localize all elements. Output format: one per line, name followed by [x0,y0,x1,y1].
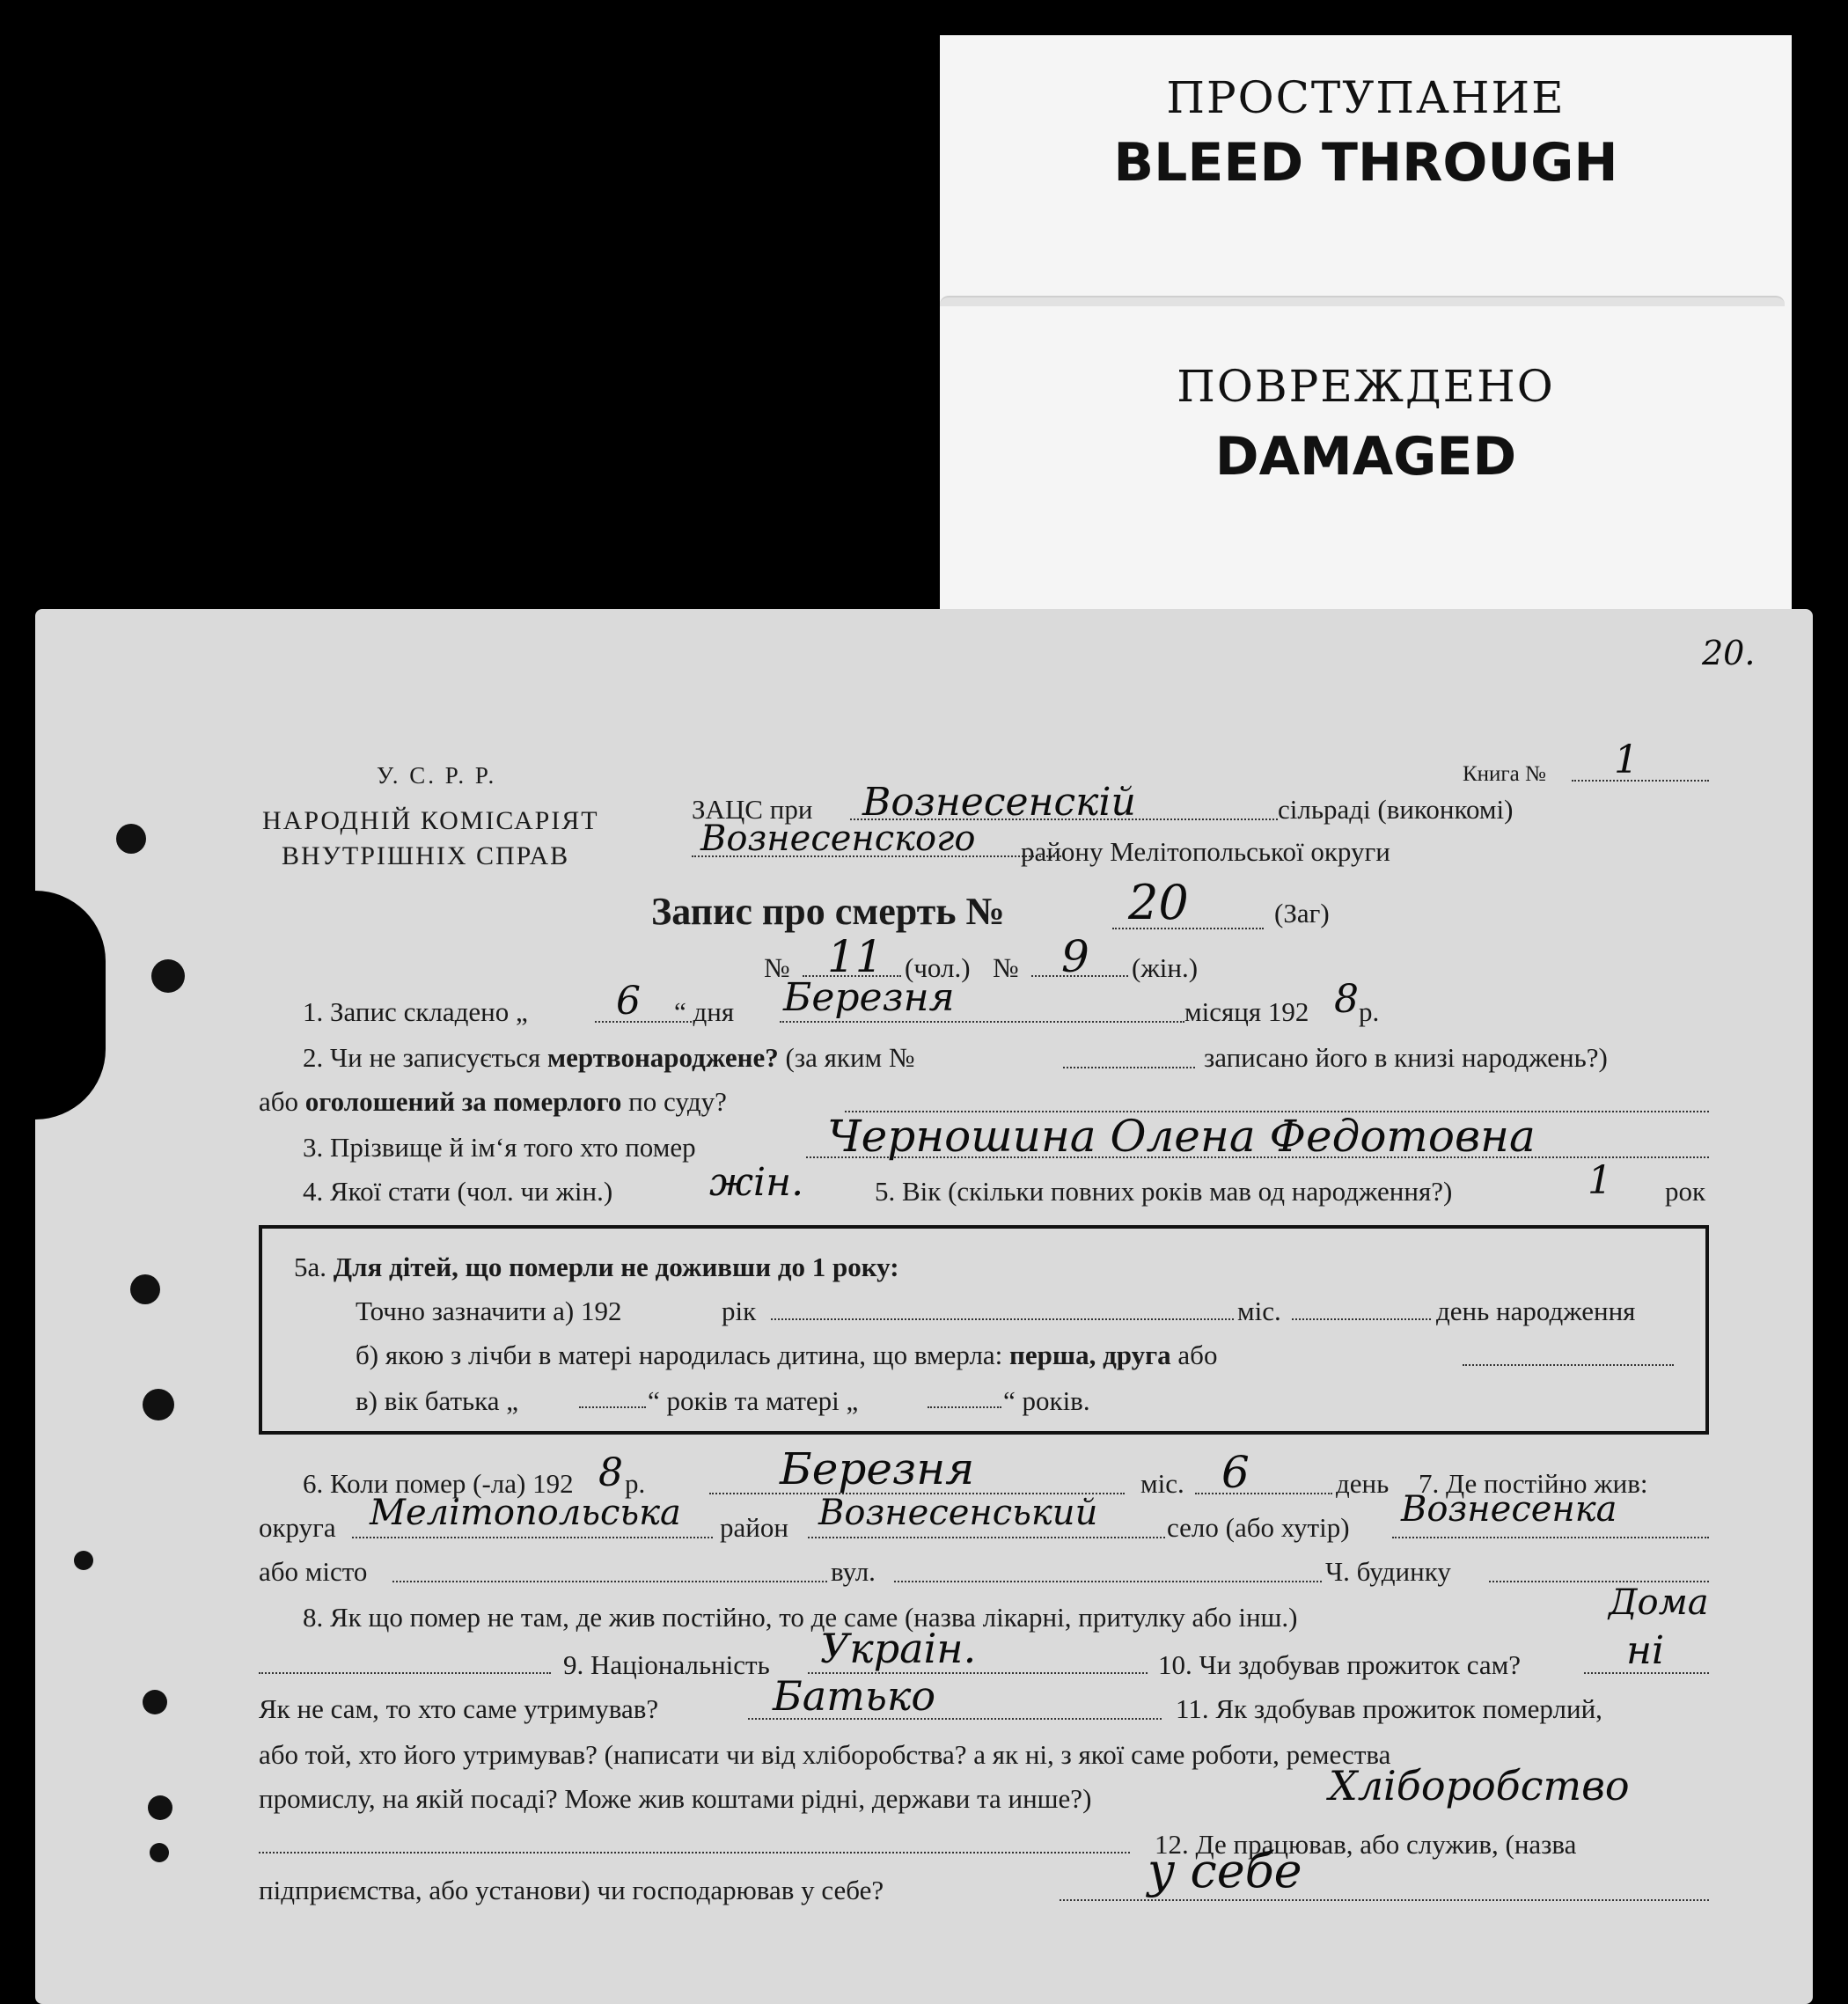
field-6-year-suffix: р. [625,1468,646,1499]
field-2-line2: або оголошений за померлого по суду? [259,1086,727,1117]
punch-hole [130,1274,160,1304]
field-11-value: Хлiборобство [1329,1762,1630,1809]
field-5-suffix: рок [1665,1176,1706,1207]
field-1-day-value: 6 [616,979,641,1024]
field-7-selo-value: Вознесенка [1401,1489,1617,1530]
book-label: Книга № [1463,762,1546,786]
field-7-selo-label: село (або хутір) [1167,1512,1350,1543]
field-5a-a-label: Точно зазначити а) 192 [356,1296,622,1326]
field-11-line2: або той, хто його утримував? (написати чи від хліборобства? а як ні, з якої саме роботи, ремества [259,1739,1391,1770]
tag-separator [940,296,1785,306]
book-dotted-line [1572,780,1709,782]
field-1-month-line [780,1021,1184,1023]
field-4-label: 4. Якої стати (чол. чи жін.) [303,1176,613,1207]
field-7-vul-line [894,1581,1322,1582]
field-6-month-label: міс. [1140,1468,1184,1499]
field-5a-a-day: день народження [1436,1296,1636,1326]
bleed-through-label-ru: ПРОСТУПАНИЕ [1166,72,1566,123]
field-5-value: 1 [1588,1158,1612,1203]
male-no-label: № [764,952,790,983]
field-3-label: 3. Прізвище й ім‘я того хто помер [303,1132,696,1163]
zags-label: ЗАЦС при [692,794,813,825]
bleed-through-label-en: BLEED THROUGH [1113,132,1618,194]
damaged-label-en: DAMAGED [1214,426,1517,488]
field-5a-a-year: рік [722,1296,757,1326]
field-2-number-line [1063,1067,1195,1068]
field-2-label: 2. Чи не записується мертвонароджене? (за яким № [303,1042,915,1073]
field-7-okruha-value: Мелітопольська [370,1493,681,1533]
female-no-value: 9 [1061,931,1089,982]
field-6-year-digit: 8 [598,1450,623,1495]
field-10-value: ні [1626,1628,1665,1673]
punch-hole [143,1690,167,1714]
male-no-value: 11 [827,931,884,982]
field-8-label: 8. Як що помер не там, де жив постійно, то де саме (назва лікарні, притулку або інш.) [303,1602,1298,1633]
field-8-line [259,1672,551,1674]
field-12-line2: підприємства, або установи) чи господарював у себе? [259,1875,884,1905]
field-9-label: 9. Національність [563,1649,770,1680]
page-number: 20. [1702,634,1756,672]
field-12-value: у себе [1148,1843,1302,1898]
field-5a-c-mid: “ років та матері „ [648,1385,859,1416]
field-5a-b-line [1463,1364,1674,1366]
field-7-raion-label: район [720,1512,788,1543]
field-5a-a-line2 [1292,1318,1431,1320]
punch-hole [143,1389,174,1420]
field-11-line [259,1852,1130,1854]
field-7-raion-value: Вознесенський [818,1493,1098,1533]
field-1-month-value: Березня [783,975,955,1020]
council-label: сільраді (виконкомі) [1278,794,1514,825]
district-value: Вознесенского [700,818,976,859]
field-5a-b-label: б) якою з лічби в матері народилась дитина, що вмерла: перша, друга або [356,1340,1218,1370]
book-number-value: 1 [1614,738,1639,782]
field-5a-heading: 5а. Для дітей, що померли не доживши до 1 року: [294,1252,899,1282]
field-6-day-line [1195,1493,1332,1494]
field-5a-c-tail: “ років. [1003,1385,1090,1416]
field-5-label: 5. Вік (скільки повних років мав од народження?) [875,1176,1453,1207]
field-2-tail: записано його в книзі народжень?) [1204,1042,1608,1073]
field-5a-a-month: міс. [1237,1296,1281,1326]
punch-hole [74,1551,93,1570]
field-11-line3: промислу, на якій посаді? Може жив коштами рідні, держави та инше?) [259,1783,1092,1814]
field-7-vul-label: вул. [831,1556,876,1587]
field-1-label: 1. Запис складено „ [303,996,528,1027]
field-4-value: жін. [709,1160,804,1205]
damaged-label-ru: ПОВРЕЖДЕНО [1177,361,1555,412]
field-7-raion-line [808,1537,1165,1538]
field-1-day-suffix: “ дня [674,996,735,1027]
field-10-label: 10. Чи здобував прожиток сам? [1158,1649,1521,1680]
field-5a-c-line1 [579,1406,646,1408]
punch-hole [150,1843,169,1862]
record-number-value: 20 [1128,875,1189,930]
field-1-month-label: місяця 192 [1184,996,1309,1027]
punch-hole [151,959,185,993]
field-7-okruha-label: округа [259,1512,336,1543]
field-7-label: 7. Де постійно жив: [1419,1468,1648,1499]
field-12-label: 12. Де працював, або служив, (назва [1155,1829,1577,1860]
field-1-year-digit: 8 [1334,977,1359,1022]
field-7-misto-label: або місто [259,1556,368,1587]
female-no-label: № [993,952,1019,983]
zags-value: Вознесенскій [862,780,1136,825]
female-label: (жін.) [1132,952,1199,983]
field-5a-a-line1 [771,1318,1234,1320]
archive-tags-card [940,35,1792,616]
field-10b-value: Батько [773,1672,936,1720]
field-1-year-suffix: р. [1359,996,1380,1027]
org-ussr: У. С. Р. Р. [377,762,497,789]
field-9-value: Украін. [820,1625,977,1672]
field-6-month-value: Березня [780,1443,975,1494]
field-6-label: 6. Коли помер (-ла) 192 [303,1468,574,1499]
field-6-day-label: день [1336,1468,1390,1499]
paper-notch [35,891,106,1119]
field-11-label: 11. Як здобував прожиток померлий, [1176,1693,1602,1724]
record-title: Запис про смерть № [651,890,1005,933]
field-8-value: Дома [1609,1582,1709,1623]
punch-hole [148,1795,172,1820]
field-5a-c-line2 [928,1406,1001,1408]
field-7-selo-line [1392,1537,1709,1538]
org-commissariat: НАРОДНІЙ КОМІСАРІЯТ [262,806,599,835]
field-7-okruha-line [352,1537,713,1538]
field-3-value: Черношина Олена Федотовна [827,1111,1536,1162]
field-5a-c-label: в) вік батька „ [356,1385,519,1416]
male-label: (чол.) [905,952,971,983]
field-6-day-value: 6 [1221,1447,1250,1498]
district-label: району Мелітопольської округи [1021,836,1390,867]
record-title-suffix: (Заг) [1274,898,1330,929]
field-12-line [1060,1899,1709,1901]
field-10b-label: Як не сам, то хто саме утримував? [259,1693,659,1724]
org-internal-affairs: ВНУТРІШНІХ СПРАВ [282,841,570,870]
field-7-misto-line [392,1581,827,1582]
field-7-budynok-label: Ч. будинку [1325,1556,1451,1587]
punch-hole [116,824,146,854]
